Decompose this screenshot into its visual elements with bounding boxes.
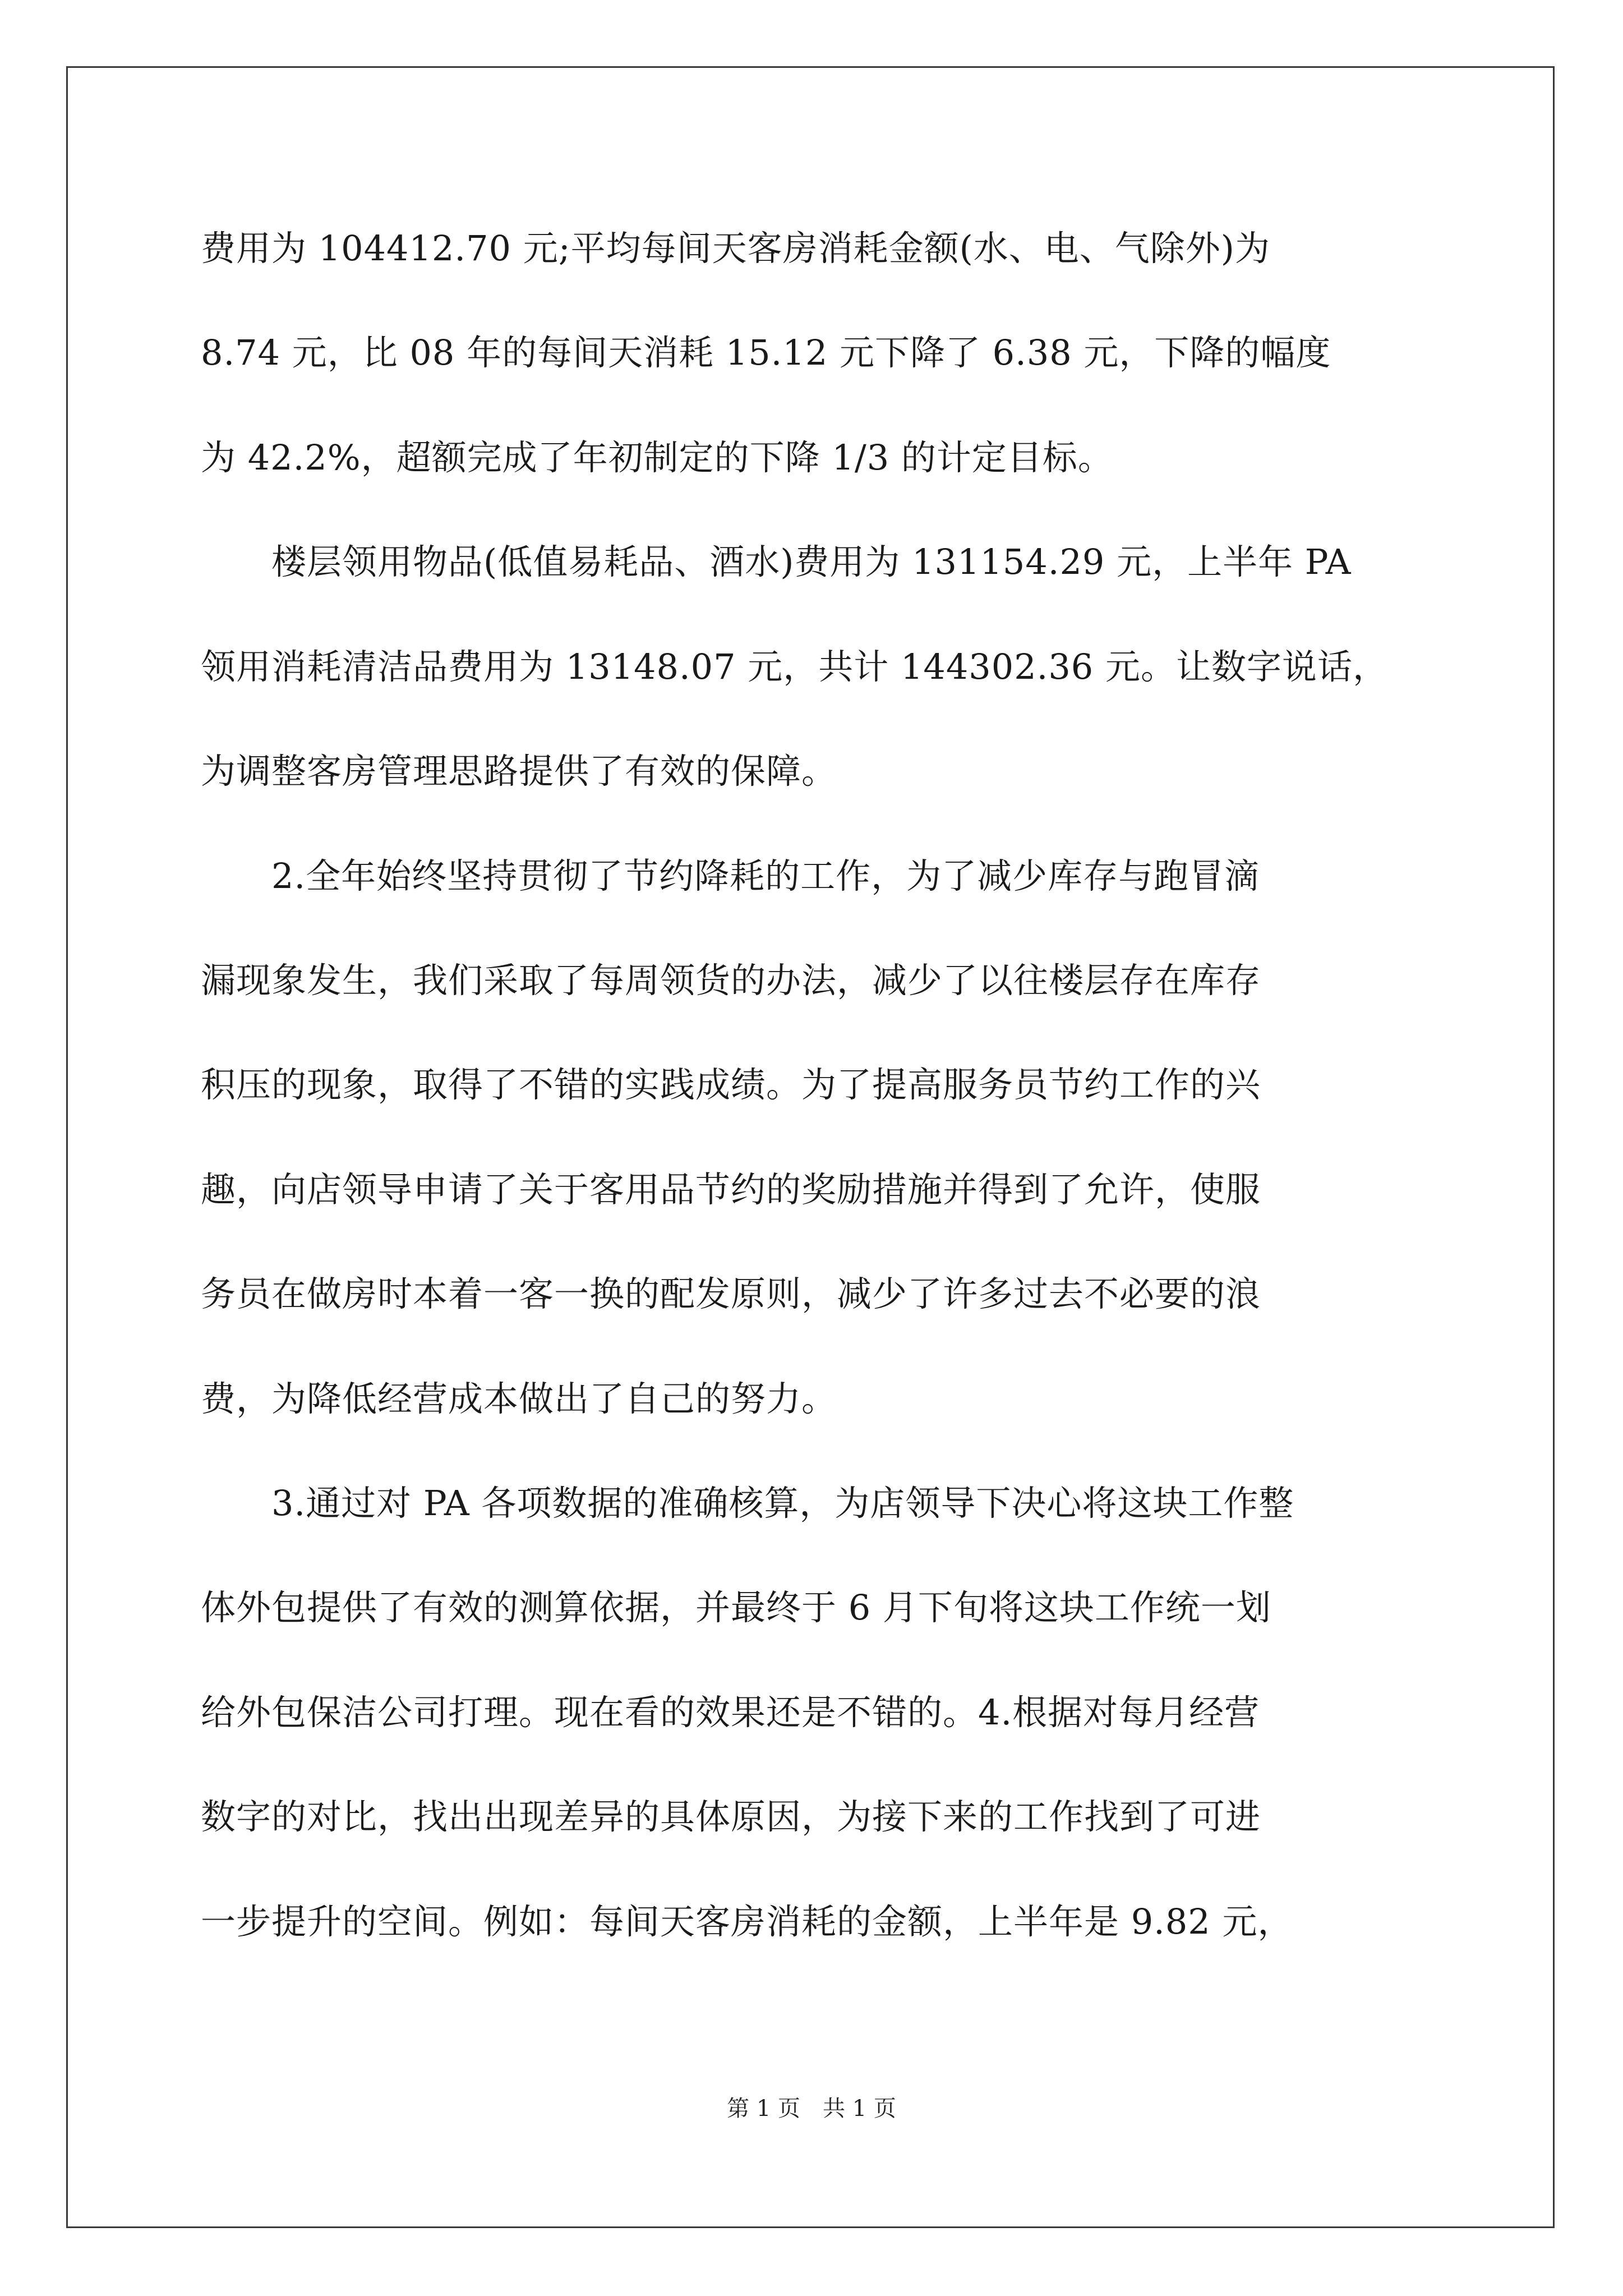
text-line: 务员在做房时本着一客一换的配发原则，减少了许多过去不必要的浪 (201, 1273, 1261, 1314)
text-line: 趣，向店领导申请了关于客用品节约的奖励措施并得到了允许，使服 (201, 1169, 1261, 1210)
paragraph-first-line: 2.全年始终坚持贯彻了节约降耗的工作，为了减少库存与跑冒滴 (271, 855, 1260, 896)
text-line: 为 42.2%，超额完成了年初制定的下降 1/3 的计定目标。 (201, 437, 1113, 478)
text-line: 给外包保洁公司打理。现在看的效果还是不错的。4.根据对每月经营 (201, 1692, 1260, 1733)
text-line: 费用为 104412.70 元;平均每间天客房消耗金额(水、电、气除外)为 (201, 228, 1270, 269)
text-line: 体外包提供了有效的测算依据，并最终于 6 月下旬将这块工作统一划 (201, 1587, 1271, 1628)
text-line: 费，为降低经营成本做出了自己的努力。 (201, 1378, 837, 1419)
paragraph-first-line: 3.通过对 PA 各项数据的准确核算，为店领导下决心将这块工作整 (271, 1483, 1294, 1524)
text-line: 数字的对比，找出出现差异的具体原因，为接下来的工作找到了可进 (201, 1796, 1261, 1837)
text-line: 积压的现象，取得了不错的实践成绩。为了提高服务员节约工作的兴 (201, 1064, 1261, 1105)
text-line: 8.74 元，比 08 年的每间天消耗 15.12 元下降了 6.38 元，下降的幅度 (201, 332, 1331, 373)
page-footer (0, 2093, 1623, 2124)
page-number: 第 1 页 (727, 2096, 800, 2122)
text-line: 漏现象发生，我们采取了每周领货的办法，减少了以往楼层存在库存 (201, 960, 1261, 1001)
text-line: 为调整客房管理思路提供了有效的保障。 (201, 751, 837, 792)
text-line: 一步提升的空间。例如：每间天客房消耗的金额，上半年是 9.82 元， (201, 1901, 1293, 1942)
page-total: 共 1 页 (823, 2096, 896, 2122)
paragraph-first-line: 楼层领用物品(低值易耗品、酒水)费用为 131154.29 元，上半年 PA (271, 541, 1352, 582)
text-line: 领用消耗清洁品费用为 13148.07 元，共计 144302.36 元。让数字说话， (201, 646, 1388, 687)
